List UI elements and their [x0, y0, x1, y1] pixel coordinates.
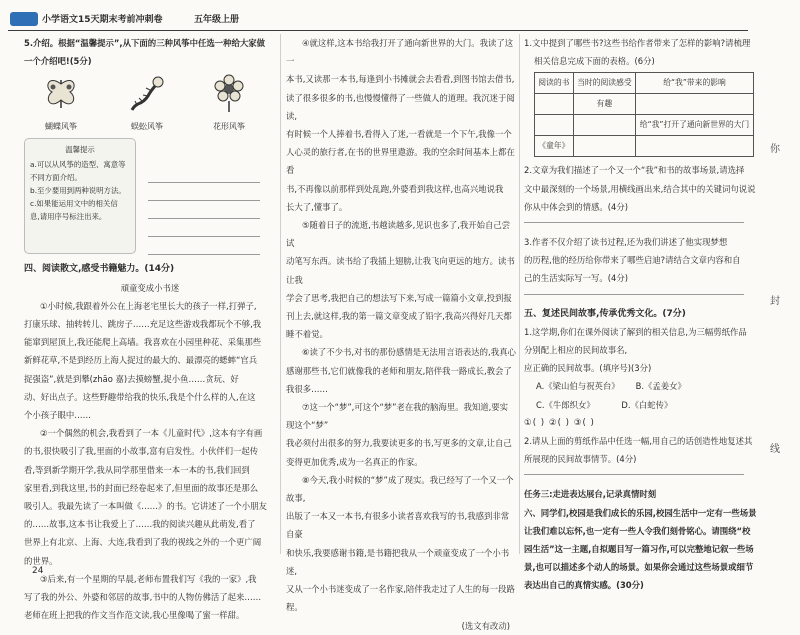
middle-column — [286, 34, 516, 635]
q5-prompt: 5.介绍。根据“温馨提示”,从下面的三种风筝中任选一种给大家做 — [24, 38, 265, 48]
essay-line: ③后来,有一个星期的早晨,老师布置我们写《我的一家》,我 — [40, 573, 257, 584]
binding-label: 封 — [770, 296, 780, 307]
q5-answer-lines[interactable] — [148, 182, 260, 272]
essay-line: 本书,又读那一本书,每逢到小书摊就会去看看,到图书馆去借书, — [286, 74, 515, 85]
answer-line[interactable] — [524, 222, 744, 223]
option-c: C.《牛郎织女》 — [536, 399, 595, 410]
q6-prompt-4: 景,也可以描述多个动人的场景。如果你会通过这些场景或细节 — [524, 562, 754, 573]
essay-line: 书,不再像以前那样到处乱跑,外婆看到我这样,也高兴地说我 — [286, 183, 504, 194]
essay-line: 刊上去,就这样,我的第一篇文章变成了铅字,我高兴得好几天都 — [286, 311, 512, 322]
table-cell[interactable] — [573, 115, 635, 136]
binding-label: 线 — [770, 444, 780, 455]
table-header: 当时的阅读感受 — [573, 73, 635, 94]
section-5-title: 五、复述民间故事,传承优秀文化。(7分) — [524, 308, 686, 319]
essay-line: ⑧今天,我小时候的“梦”成了现实。我已经写了一个又一个故事, — [286, 474, 514, 504]
series-logo — [10, 12, 38, 26]
tip-line: c.如果能运用文中的相关信 — [30, 199, 118, 209]
answer-blanks[interactable]: ①( ) ②( ) ③( ) — [524, 417, 595, 428]
essay-line: 出版了一本又一本书,有很多小读者喜欢我写的书,我感到非常自豪 — [286, 511, 510, 540]
q6-prompt-5: 表达出自己的真情实感。(30分) — [524, 580, 644, 591]
kite-caption: 花形风筝 — [213, 122, 245, 132]
essay-line: 捉强盗”,就是到攀(zhāo 嘉)去摸螃蟹,捉小鱼……贪玩、好 — [24, 373, 239, 384]
kite-caption: 蜈蚣风筝 — [131, 122, 163, 132]
essay-line: 长大了,懂事了。 — [286, 201, 348, 212]
q3-prompt: 3.作者不仅介绍了读书过程,还为我们讲述了他实现梦想 — [524, 237, 728, 248]
source-note: (选文有改动) — [461, 620, 510, 631]
essay-line: 我必须付出很多的努力,我要读更多的书,写更多的文章,让自己 — [286, 438, 512, 449]
story-options — [524, 396, 760, 414]
table-cell: 给“我”打开了通向新世界的大门 — [636, 115, 754, 136]
binding-label: 你 — [770, 144, 780, 155]
essay-line: 的……故事,这本书让我爱上了……我的阅读兴趣从此萌发,看了 — [24, 519, 256, 530]
table-cell[interactable] — [535, 94, 574, 115]
essay-line: ⑦这一个“梦”,可这个“梦”老在我的脑海里。我知道,要实现这个“梦” — [286, 402, 509, 431]
essay-line: 动、好出点子。这些野趣带给我的快乐,我是个什么样的人,在这 — [24, 391, 256, 402]
essay-line: 睡不着觉。 — [286, 329, 328, 340]
essay-line: 变得更加优秀,成为一名真正的作家。 — [286, 456, 423, 467]
table-cell: 《童年》 — [535, 136, 574, 157]
right-column — [524, 34, 760, 595]
q1-prompt-2: 相关信息完成下面的表格。(6分) — [534, 56, 655, 67]
answer-line[interactable] — [524, 294, 744, 295]
q6-prompt-3: 园生活”这一主题,自拟题目写一篇习作,可以完整地记叙一些场 — [524, 544, 754, 555]
header-rule — [8, 30, 748, 31]
reading-table — [534, 72, 754, 157]
tip-line: 不同方面介绍。 — [30, 173, 82, 183]
section-4-title: 四、阅读散文,感受书籍魅力。(14分) — [24, 264, 175, 275]
essay-line: 学会了思考,我把自己的想法写下来,写成一篇篇小文章,投到报 — [286, 292, 512, 303]
essay-line: 的书,很快吸引了我,里面的小故事,富有启发性。小伙伴们一起传 — [24, 446, 259, 457]
table-cell[interactable] — [535, 115, 574, 136]
essay-line: ①小时候,我跟着外公在上海老宅里长大的孩子一样,打弹子, — [40, 300, 257, 311]
table-cell: 有趣 — [573, 94, 635, 115]
q5-2-prompt: 2.请从上面的剪纸作品中任选一幅,用自己的话创造性地复述其 — [524, 436, 753, 447]
q3-prompt-3: 己的生活实际写一写。(4分) — [524, 273, 628, 284]
series-title: 小学语文15天期末考前冲刺卷 — [42, 15, 163, 25]
column-divider — [519, 34, 520, 554]
q5-prompt-2: 一个介绍吧!(5分) — [24, 56, 92, 67]
essay-line: 人心灵的旅行者,在书的世界里遨游。我的空余时间基本上都在看 — [286, 147, 515, 176]
q5-1-prompt: 1.这学期,你们在课外阅读了解到的相关信息,为三幅剪纸作品 — [524, 326, 747, 337]
essay-line: 感谢那些书,它们就像我的老师和朋友,陪伴我一路成长,教会了 — [286, 365, 512, 376]
essay-line: ⑤随着日子的流逝,书越读越多,见识也多了,我开始自己尝试 — [286, 220, 511, 249]
essay-line: 家里看,到我这里,书的封面已经卷起来了,但里面的故事还是那么 — [24, 482, 259, 493]
tip-box — [24, 138, 136, 254]
essay-line: 写了我的外公、外婆和邻居的故事,书中的人物仿佛活了起来…… — [24, 592, 262, 603]
essay-line: 有时候一个人捧着书,看得入了迷,一看就是一个下午,我像一个 — [286, 129, 512, 140]
essay-line: 的世界。 — [24, 555, 58, 566]
tip-line: 息,请用序号标注出来。 — [30, 212, 107, 222]
tip-line: a.可以从风筝的造型、寓意等 — [30, 160, 126, 170]
essay-line: 吸引人。我最先读了一本叫做《……》的书。它讲述了一个小朋友 — [24, 501, 267, 512]
essay-line: 能窜到屋顶上,我还能爬上高墙。我喜欢在小园里种花、采集那些 — [24, 337, 262, 348]
essay-line: 动笔写东西。读书给了我插上翅膀,让我飞向更远的地方。读书让我 — [286, 256, 515, 285]
essay-line: ②一个偶然的机会,我看到了一本《儿童时代》,这本有字有画 — [40, 428, 263, 439]
page-header — [8, 12, 308, 28]
option-a: A.《梁山伯与祝英台》 — [536, 381, 620, 392]
answer-line[interactable] — [524, 474, 744, 475]
essay-line: 和快乐,我要感谢书籍,是书籍把我从一个顽童变成了一个小书迷, — [286, 547, 510, 576]
butterfly-kite-icon — [42, 74, 80, 114]
table-cell[interactable] — [636, 136, 754, 157]
q2-prompt: 2.文章为我们描述了一个又一个“我”和书的故事场景,请选择 — [524, 165, 745, 176]
q5-1-prompt-2: 分别配上相应的民间故事名, — [524, 345, 628, 356]
essay-title: 頑童变成小书迷 — [120, 282, 180, 293]
tip-title: 温馨提示 — [65, 145, 95, 155]
essay-line: 读了很多很多的书,也慢慢懂得了一些做人的道理。我沉迷于阅读, — [286, 92, 515, 121]
table-header: 阅读的书 — [535, 73, 574, 94]
flower-kite-icon — [210, 74, 248, 114]
q2-prompt-3: 你从中体会到的情感。(4分) — [524, 201, 628, 212]
essay-line: 看,等到新学期开学,我从同学那里借来一本一本的书,我们回到 — [24, 464, 250, 475]
grade-label: 五年级上册 — [194, 15, 240, 25]
table-cell[interactable] — [573, 136, 635, 157]
table-header: 给“我”带来的影响 — [636, 73, 754, 94]
essay-line: 老师在班上把我的作文当作范文读,我心里像喝了蜜一样甜。 — [24, 610, 245, 621]
option-d: D.《白蛇传》 — [621, 399, 673, 410]
story-options — [524, 377, 760, 395]
essay-line: ⑥读了不少书,对书的那份感情是无法用言语表达的,我真心 — [302, 347, 516, 358]
essay-line: 打康乐球、抽转转儿、跳房子……充足这些游戏我都玩个不够,我 — [24, 319, 262, 330]
option-b: B.《孟姜女》 — [635, 381, 686, 392]
q3-prompt-2: 的历程,他的经历给你带来了哪些启迪?请结合文章内容和自 — [524, 255, 741, 266]
left-column — [24, 34, 276, 624]
essay-line: 个小孩子眼中…… — [24, 410, 91, 421]
column-divider — [280, 34, 281, 554]
kite-caption: 蝴蝶风筝 — [45, 122, 77, 132]
kite-images — [24, 74, 276, 134]
essay-line: 新鲜花草,不是到经历上海人捉过的最大的、最漂亮的蟋蟀“官兵 — [24, 355, 258, 366]
q2-prompt-2: 文中最深刻的一个场景,用横线画出来,结合其中的关键词句说说 — [524, 183, 756, 194]
essay-line: 又从一个小书迷变成了一名作家,陪伴我走过了人生的每一段路程。 — [286, 584, 515, 613]
q5-1-prompt-3: 应正确的民间故事。(填序号)(3分) — [524, 363, 652, 374]
essay-line: 我很多…… — [286, 383, 328, 394]
essay-line: ④就这样,这本书给我打开了通向新世界的大门。我读了这一 — [286, 38, 514, 67]
tip-line: b.至少要用到两种说明方法。 — [30, 186, 126, 196]
q6-prompt-2: 让我们难以忘怀,也一定有一些人令我们刻骨铭心。请围绕“校 — [524, 525, 751, 536]
table-cell[interactable] — [636, 94, 754, 115]
centipede-kite-icon — [128, 74, 166, 114]
page-number: 24 — [32, 566, 44, 576]
q6-prompt: 六、同学们,校园是我们成长的乐园,校园生活中一定有一些场景 — [524, 507, 757, 518]
task-3-title: 任务三:走进表达展台,记录真情时刻 — [524, 489, 657, 500]
q5-2-prompt-2: 所展现的民间故事情节。(4分) — [524, 454, 637, 465]
q1-prompt: 1.文中提到了哪些书?这些书给作者带来了怎样的影响?请梳理 — [524, 38, 751, 48]
essay-line: 世界上有北京、上海、大连,我看到了我的视线之外的一个更广阔 — [24, 537, 262, 548]
